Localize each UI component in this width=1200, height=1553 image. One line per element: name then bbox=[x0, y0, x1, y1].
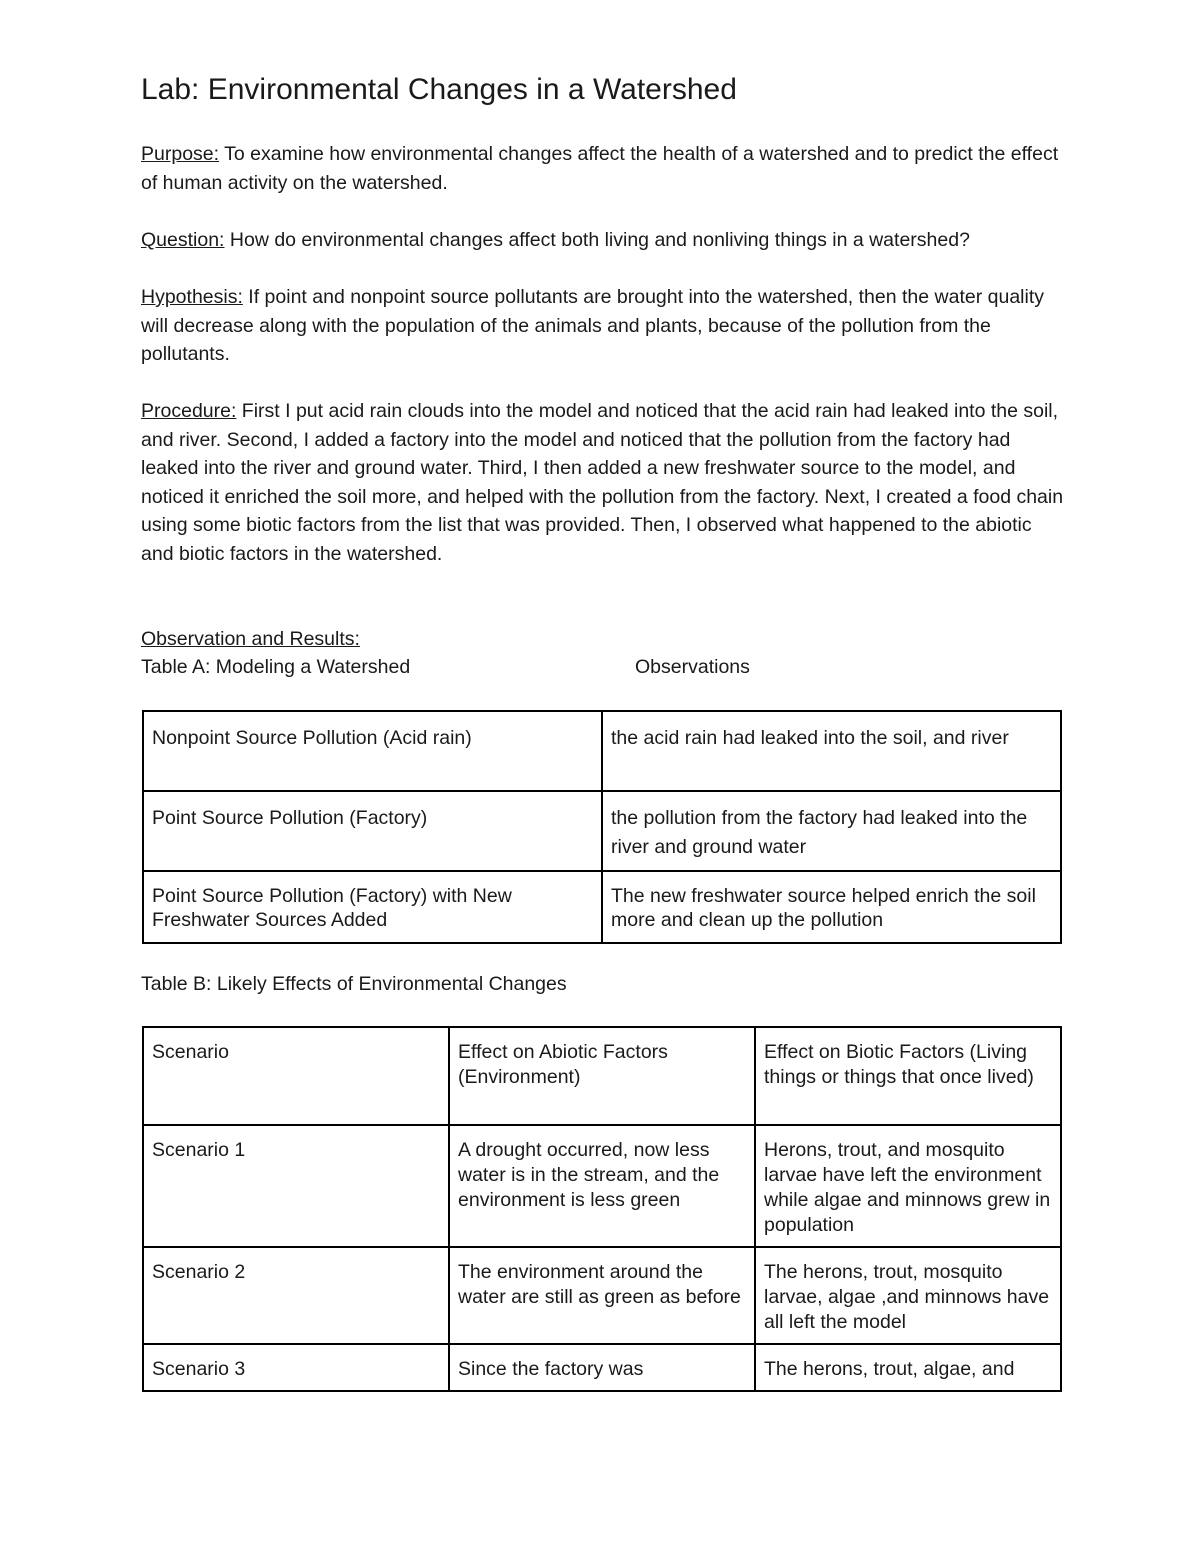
table-row bbox=[143, 871, 1061, 943]
table-cell: The environment around the water are still as green as before bbox=[449, 1247, 755, 1344]
table-row bbox=[143, 1125, 1061, 1247]
table-b bbox=[142, 1026, 1062, 1392]
question-label: Question: bbox=[141, 229, 225, 251]
question-text: How do environmental changes affect both living and nonliving things in a watershed? bbox=[224, 229, 970, 251]
purpose-label: Purpose: bbox=[141, 143, 220, 165]
procedure-paragraph bbox=[141, 397, 1066, 568]
table-row bbox=[143, 791, 1061, 871]
table-cell: Nonpoint Source Pollution (Acid rain) bbox=[143, 711, 602, 791]
hypothesis-label: Hypothesis: bbox=[141, 286, 243, 308]
table-cell: Point Source Pollution (Factory) bbox=[143, 791, 602, 871]
table-cell: the acid rain had leaked into the soil, and river bbox=[602, 711, 1061, 791]
table-a-observations-caption: Observations bbox=[635, 656, 750, 678]
purpose-paragraph bbox=[141, 140, 1066, 197]
table-row bbox=[143, 711, 1061, 791]
table-row bbox=[143, 1344, 1061, 1391]
table-cell: A drought occurred, now less water is in the stream, and the environment is less green bbox=[449, 1125, 755, 1247]
table-cell: Since the factory was bbox=[449, 1344, 755, 1391]
purpose-text: To examine how environmental changes affect the health of a watershed and to predict the effect of human activity on the watershed. bbox=[141, 143, 1059, 194]
table-cell: Point Source Pollution (Factory) with New Freshwater Sources Added bbox=[143, 871, 602, 943]
table-cell: Scenario 2 bbox=[143, 1247, 449, 1344]
table-b-caption: Table B: Likely Effects of Environmental Changes bbox=[141, 973, 567, 995]
table-header-row bbox=[143, 1027, 1061, 1125]
procedure-label: Procedure: bbox=[141, 400, 237, 422]
table-cell: The herons, trout, mosquito larvae, algae ,and minnows have all left the model bbox=[755, 1247, 1061, 1344]
table-a-caption: Table A: Modeling a Watershed bbox=[141, 656, 411, 678]
table-cell: Scenario 3 bbox=[143, 1344, 449, 1391]
page-title: Lab: Environmental Changes in a Watershed bbox=[141, 73, 737, 106]
observation-heading: Observation and Results: bbox=[141, 628, 360, 650]
table-header-cell: Effect on Biotic Factors (Living things or things that once lived) bbox=[755, 1027, 1061, 1125]
table-cell: Scenario 1 bbox=[143, 1125, 449, 1247]
table-a bbox=[142, 710, 1062, 944]
hypothesis-text: If point and nonpoint source pollutants are brought into the watershed, then the water quality will decrease along with the population of the animals and plants, because of the pollution from the pollutants. bbox=[141, 286, 1044, 365]
table-cell: The new freshwater source helped enrich the soil more and clean up the pollution bbox=[602, 871, 1061, 943]
table-header-cell: Scenario bbox=[143, 1027, 449, 1125]
table-cell: Herons, trout, and mosquito larvae have left the environment while algae and minnows grew in population bbox=[755, 1125, 1061, 1247]
table-cell: The herons, trout, algae, and bbox=[755, 1344, 1061, 1391]
table-cell: the pollution from the factory had leaked into the river and ground water bbox=[602, 791, 1061, 871]
table-row bbox=[143, 1247, 1061, 1344]
hypothesis-paragraph bbox=[141, 283, 1066, 369]
question-paragraph bbox=[141, 226, 1066, 255]
procedure-text: First I put acid rain clouds into the model and noticed that the acid rain had leaked into the soil, and river. Second, I added a factory into the model and noticed that the pollution from the factory had leaked into the river and ground water. Third, I then added a new freshwater source to the model, and noticed it enriched the soil more, and helped with the pollution from the factory. Next, I created a food chain using some biotic factors from the list that was provided. Then, I observed what happened to the abiotic and biotic factors in the watershed. bbox=[141, 400, 1064, 565]
table-header-cell: Effect on Abiotic Factors (Environment) bbox=[449, 1027, 755, 1125]
